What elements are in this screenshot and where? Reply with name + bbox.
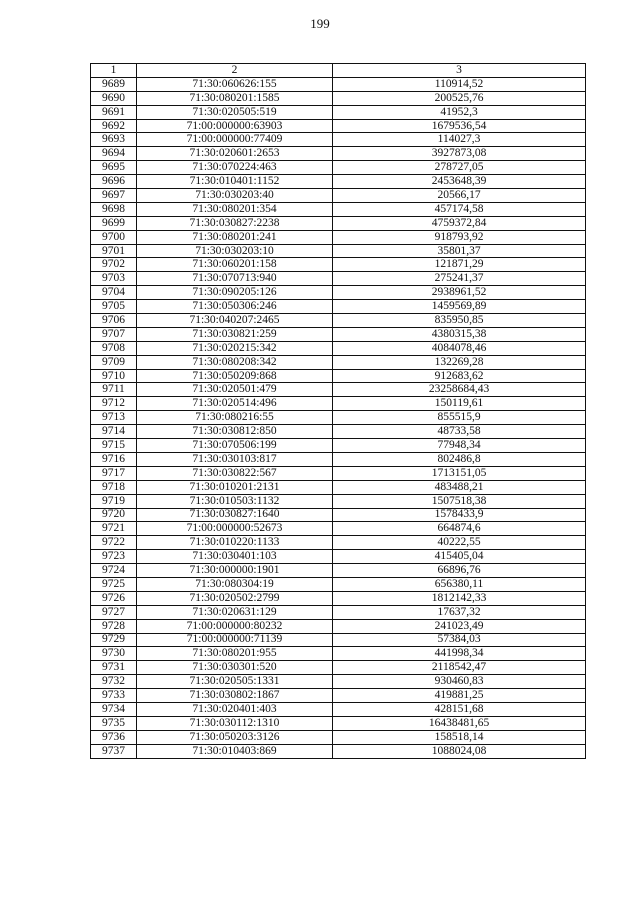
value-cell: 77948,34 — [333, 439, 586, 453]
cadastral-number-cell: 71:30:020401:403 — [137, 702, 333, 716]
row-number-cell: 9734 — [91, 702, 137, 716]
row-number-cell: 9694 — [91, 147, 137, 161]
value-cell: 656380,11 — [333, 577, 586, 591]
cadastral-number-cell: 71:30:030802:1867 — [137, 689, 333, 703]
table-row — [91, 425, 586, 439]
table-row — [91, 536, 586, 550]
table-row — [91, 411, 586, 425]
table-row — [91, 397, 586, 411]
value-cell: 158518,14 — [333, 730, 586, 744]
row-number-cell: 9718 — [91, 480, 137, 494]
cadastral-number-cell: 71:30:030821:259 — [137, 327, 333, 341]
cadastral-number-cell: 71:30:030203:40 — [137, 189, 333, 203]
value-cell: 1459569,89 — [333, 300, 586, 314]
cadastral-number-cell: 71:30:080201:955 — [137, 647, 333, 661]
value-cell: 428151,68 — [333, 702, 586, 716]
value-cell: 57384,03 — [333, 633, 586, 647]
table-row — [91, 230, 586, 244]
table-row — [91, 550, 586, 564]
column-header-number: 1 — [91, 64, 137, 78]
value-cell: 835950,85 — [333, 314, 586, 328]
cadastral-number-cell: 71:30:020514:496 — [137, 397, 333, 411]
table-row — [91, 661, 586, 675]
row-number-cell: 9732 — [91, 675, 137, 689]
value-cell: 200525,76 — [333, 91, 586, 105]
value-cell: 802486,8 — [333, 452, 586, 466]
cadastral-number-cell: 71:30:030827:2238 — [137, 216, 333, 230]
value-cell: 664874,6 — [333, 522, 586, 536]
cadastral-number-cell: 71:30:080201:354 — [137, 202, 333, 216]
value-cell: 2118542,47 — [333, 661, 586, 675]
table-row — [91, 272, 586, 286]
table-row — [91, 202, 586, 216]
cadastral-number-cell: 71:30:030112:1310 — [137, 716, 333, 730]
cadastral-number-cell: 71:30:080304:19 — [137, 577, 333, 591]
row-number-cell: 9703 — [91, 272, 137, 286]
row-number-cell: 9709 — [91, 355, 137, 369]
row-number-cell: 9696 — [91, 175, 137, 189]
cadastral-number-cell: 71:00:000000:80232 — [137, 619, 333, 633]
row-number-cell: 9690 — [91, 91, 137, 105]
row-number-cell: 9693 — [91, 133, 137, 147]
cadastral-number-cell: 71:00:000000:71139 — [137, 633, 333, 647]
cadastral-number-cell: 71:00:000000:52673 — [137, 522, 333, 536]
page-number: 199 — [310, 16, 330, 31]
value-cell: 930460,83 — [333, 675, 586, 689]
cadastral-number-cell: 71:30:000000:1901 — [137, 564, 333, 578]
cadastral-number-cell: 71:30:010220:1133 — [137, 536, 333, 550]
table-row — [91, 244, 586, 258]
cadastral-number-cell: 71:30:020501:479 — [137, 383, 333, 397]
row-number-cell: 9708 — [91, 341, 137, 355]
value-cell: 241023,49 — [333, 619, 586, 633]
row-number-cell: 9736 — [91, 730, 137, 744]
table-row — [91, 119, 586, 133]
row-number-cell: 9724 — [91, 564, 137, 578]
row-number-cell: 9704 — [91, 286, 137, 300]
cadastral-number-cell: 71:30:050203:3126 — [137, 730, 333, 744]
table-row — [91, 105, 586, 119]
row-number-cell: 9705 — [91, 300, 137, 314]
table-row — [91, 702, 586, 716]
cadastral-number-cell: 71:30:010403:869 — [137, 744, 333, 758]
value-cell: 278727,05 — [333, 161, 586, 175]
row-number-cell: 9720 — [91, 508, 137, 522]
row-number-cell: 9689 — [91, 77, 137, 91]
cadastral-number-cell: 71:30:080216:55 — [137, 411, 333, 425]
row-number-cell: 9731 — [91, 661, 137, 675]
table-row — [91, 216, 586, 230]
row-number-cell: 9699 — [91, 216, 137, 230]
cadastral-number-cell: 71:30:030203:10 — [137, 244, 333, 258]
row-number-cell: 9714 — [91, 425, 137, 439]
value-cell: 441998,34 — [333, 647, 586, 661]
cadastral-number-cell: 71:00:000000:63903 — [137, 119, 333, 133]
value-cell: 121871,29 — [333, 258, 586, 272]
cadastral-number-cell: 71:30:070224:463 — [137, 161, 333, 175]
value-cell: 150119,61 — [333, 397, 586, 411]
cadastral-number-cell: 71:30:030827:1640 — [137, 508, 333, 522]
cadastral-number-cell: 71:30:070713:940 — [137, 272, 333, 286]
value-cell: 1812142,33 — [333, 591, 586, 605]
row-number-cell: 9726 — [91, 591, 137, 605]
value-cell: 16438481,65 — [333, 716, 586, 730]
row-number-cell: 9700 — [91, 230, 137, 244]
value-cell: 1713151,05 — [333, 466, 586, 480]
table-body — [91, 77, 586, 758]
table-row — [91, 452, 586, 466]
table-row — [91, 466, 586, 480]
cadastral-number-cell: 71:30:010201:2131 — [137, 480, 333, 494]
table-row — [91, 189, 586, 203]
table-row — [91, 522, 586, 536]
value-cell: 2938961,52 — [333, 286, 586, 300]
row-number-cell: 9713 — [91, 411, 137, 425]
row-number-cell: 9722 — [91, 536, 137, 550]
value-cell: 855515,9 — [333, 411, 586, 425]
value-cell: 275241,37 — [333, 272, 586, 286]
value-cell: 4084078,46 — [333, 341, 586, 355]
table-row — [91, 744, 586, 758]
table-row — [91, 314, 586, 328]
cadastral-number-cell: 71:30:020215:342 — [137, 341, 333, 355]
value-cell: 483488,21 — [333, 480, 586, 494]
row-number-cell: 9727 — [91, 605, 137, 619]
value-cell: 1507518,38 — [333, 494, 586, 508]
value-cell: 114027,3 — [333, 133, 586, 147]
table-row — [91, 494, 586, 508]
cadastral-number-cell: 71:30:080201:241 — [137, 230, 333, 244]
value-cell: 2453648,39 — [333, 175, 586, 189]
cadastral-number-cell: 71:30:020631:129 — [137, 605, 333, 619]
table-row — [91, 341, 586, 355]
registry-table — [90, 63, 586, 759]
cadastral-number-cell: 71:30:020505:519 — [137, 105, 333, 119]
cadastral-number-cell: 71:30:010503:1132 — [137, 494, 333, 508]
row-number-cell: 9729 — [91, 633, 137, 647]
cadastral-number-cell: 71:30:030822:567 — [137, 466, 333, 480]
row-number-cell: 9717 — [91, 466, 137, 480]
row-number-cell: 9710 — [91, 369, 137, 383]
cadastral-number-cell: 71:30:050209:868 — [137, 369, 333, 383]
row-number-cell: 9730 — [91, 647, 137, 661]
table-row — [91, 355, 586, 369]
row-number-cell: 9698 — [91, 202, 137, 216]
value-cell: 17637,32 — [333, 605, 586, 619]
column-header-cadastral-number: 2 — [137, 64, 333, 78]
cadastral-number-cell: 71:30:020505:1331 — [137, 675, 333, 689]
cadastral-number-cell: 71:00:000000:77409 — [137, 133, 333, 147]
table-row — [91, 439, 586, 453]
table-header — [91, 64, 586, 78]
table-row — [91, 675, 586, 689]
cadastral-number-cell: 71:30:030812:850 — [137, 425, 333, 439]
header-row — [91, 64, 586, 78]
cadastral-number-cell: 71:30:080208:342 — [137, 355, 333, 369]
value-cell: 457174,58 — [333, 202, 586, 216]
row-number-cell: 9728 — [91, 619, 137, 633]
table-row — [91, 327, 586, 341]
row-number-cell: 9692 — [91, 119, 137, 133]
cadastral-number-cell: 71:30:030301:520 — [137, 661, 333, 675]
table-row — [91, 605, 586, 619]
value-cell: 4759372,84 — [333, 216, 586, 230]
table-row — [91, 564, 586, 578]
cadastral-number-cell: 71:30:010401:1152 — [137, 175, 333, 189]
value-cell: 48733,58 — [333, 425, 586, 439]
cadastral-number-cell: 71:30:060626:155 — [137, 77, 333, 91]
table-row — [91, 480, 586, 494]
value-cell: 66896,76 — [333, 564, 586, 578]
table-row — [91, 369, 586, 383]
value-cell: 35801,37 — [333, 244, 586, 258]
value-cell: 4380315,38 — [333, 327, 586, 341]
table-row — [91, 633, 586, 647]
value-cell: 20566,17 — [333, 189, 586, 203]
row-number-cell: 9735 — [91, 716, 137, 730]
row-number-cell: 9706 — [91, 314, 137, 328]
value-cell: 41952,3 — [333, 105, 586, 119]
table-row — [91, 147, 586, 161]
row-number-cell: 9737 — [91, 744, 137, 758]
value-cell: 40222,55 — [333, 536, 586, 550]
row-number-cell: 9712 — [91, 397, 137, 411]
cadastral-number-cell: 71:30:070506:199 — [137, 439, 333, 453]
row-number-cell: 9691 — [91, 105, 137, 119]
value-cell: 415405,04 — [333, 550, 586, 564]
column-header-value: 3 — [333, 64, 586, 78]
table-row — [91, 91, 586, 105]
table-row — [91, 716, 586, 730]
value-cell: 1578433,9 — [333, 508, 586, 522]
row-number-cell: 9695 — [91, 161, 137, 175]
row-number-cell: 9733 — [91, 689, 137, 703]
table-row — [91, 286, 586, 300]
table-row — [91, 383, 586, 397]
row-number-cell: 9702 — [91, 258, 137, 272]
table-row — [91, 133, 586, 147]
value-cell: 419881,25 — [333, 689, 586, 703]
cadastral-number-cell: 71:30:050306:246 — [137, 300, 333, 314]
table-row — [91, 730, 586, 744]
value-cell: 132269,28 — [333, 355, 586, 369]
table-row — [91, 508, 586, 522]
table-row — [91, 161, 586, 175]
table-row — [91, 258, 586, 272]
cadastral-number-cell: 71:30:020601:2653 — [137, 147, 333, 161]
cadastral-number-cell: 71:30:080201:1585 — [137, 91, 333, 105]
value-cell: 1679536,54 — [333, 119, 586, 133]
row-number-cell: 9707 — [91, 327, 137, 341]
table-row — [91, 591, 586, 605]
row-number-cell: 9701 — [91, 244, 137, 258]
row-number-cell: 9721 — [91, 522, 137, 536]
value-cell: 3927873,08 — [333, 147, 586, 161]
value-cell: 23258684,43 — [333, 383, 586, 397]
table-row — [91, 689, 586, 703]
table-row — [91, 619, 586, 633]
cadastral-number-cell: 71:30:090205:126 — [137, 286, 333, 300]
cadastral-number-cell: 71:30:030103:817 — [137, 452, 333, 466]
value-cell: 1088024,08 — [333, 744, 586, 758]
cadastral-number-cell: 71:30:030401:103 — [137, 550, 333, 564]
row-number-cell: 9723 — [91, 550, 137, 564]
row-number-cell: 9715 — [91, 439, 137, 453]
row-number-cell: 9719 — [91, 494, 137, 508]
table-row — [91, 77, 586, 91]
table-row — [91, 647, 586, 661]
value-cell: 110914,52 — [333, 77, 586, 91]
table-row — [91, 175, 586, 189]
cadastral-number-cell: 71:30:020502:2799 — [137, 591, 333, 605]
table-row — [91, 577, 586, 591]
value-cell: 918793,92 — [333, 230, 586, 244]
cadastral-number-cell: 71:30:040207:2465 — [137, 314, 333, 328]
table-row — [91, 300, 586, 314]
row-number-cell: 9711 — [91, 383, 137, 397]
row-number-cell: 9716 — [91, 452, 137, 466]
value-cell: 912683,62 — [333, 369, 586, 383]
row-number-cell: 9697 — [91, 189, 137, 203]
row-number-cell: 9725 — [91, 577, 137, 591]
cadastral-number-cell: 71:30:060201:158 — [137, 258, 333, 272]
